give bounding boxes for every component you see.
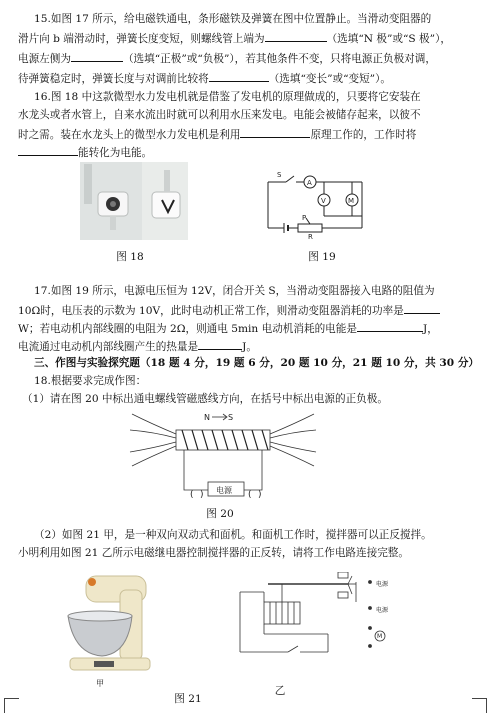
fig19-label-r: R [308,233,313,240]
q17-text-3a: W；若电动机内部线圈的电阻为 2Ω，则通电 5min 电动机消耗的电能是 [18,323,357,335]
q16-line-3 [18,126,478,142]
q17-line-3 [18,320,478,336]
fig19-circuit [262,168,370,240]
q16-blank-2[interactable] [18,144,78,156]
q15-line-4 [18,70,478,86]
q15-text-4a: 待弹簧稳定时，弹簧长度与对调前比较将 [18,73,209,85]
q16-line-2: 水龙头或者水管上，自来水流出时就可以利用水压来发电。电能会被储存起来，以彼不 [18,109,421,121]
q15-text-2b: （选填“N 极”或“S 极”）， [326,33,451,45]
q17-line-4 [18,338,478,354]
q18-part2-line-1: （2）如图 21 甲，是一种双向双动式和面机。和面机工作时，搅拌器可以正反搅拌。 [34,529,432,541]
corner-mark-right [472,698,487,713]
q15-blank-2[interactable] [71,50,123,62]
q16-blank-1[interactable] [240,126,310,138]
q16-text-3a: 时之需。装在水龙头上的微型水力发电机是利用 [18,129,241,141]
fig21-power-label-mid: 电源 [376,607,389,614]
q15-text-2a: 滑片向 b 端滑动时，弹簧长度变短，则螺线管上端为 [18,33,265,45]
fig21-mixer-photo [62,570,154,680]
svg-text:): ) [200,490,204,500]
svg-text:(: ( [190,490,194,500]
q15-blank-3[interactable] [209,70,269,82]
q17-text-2a: 10Ω时，电压表的示数为 10V，此时电动机正常工作，则滑动变阻器消耗的功率是 [18,305,404,317]
q16-text-3b: 原理工作的，工作时将 [310,129,417,141]
q15-line-3 [18,50,478,66]
fig20-caption: 图 20 [206,508,234,520]
fig20-label-s: S [228,413,234,422]
q16-line-4 [18,144,478,160]
svg-text:): ) [258,490,262,500]
fig21-relay-circuit [228,572,400,672]
fig20-solenoid [128,410,318,502]
fig21-power-label-top: 电源 [376,581,389,588]
q17-text-3b: J， [422,323,438,335]
fig20-label-n: N [204,413,210,422]
fig18-caption: 图 18 [116,251,144,263]
q15-line-1: 15.如图 17 所示，给电磁铁通电，条形磁铁及弹簧在图中位置静止。当滑动变阻器的 [34,13,432,25]
fig19-label-p: P [302,214,307,222]
fig18-photo [80,162,188,240]
q17-blank-2[interactable] [357,320,423,332]
svg-text:(: ( [248,490,252,500]
fig21-label-yi: 乙 [274,685,286,697]
q16-text-4b: 能转化为电能。 [78,147,153,159]
q15-text-3b: （选填“正极”或“负极”），若其他条件不变，只将电源正负极对调， [122,53,436,65]
q15-text-3a: 电源左侧为 [18,53,71,65]
fig19-label-m: M [348,197,355,205]
q18-intro: 18.根据要求完成作图： [34,375,147,387]
q18-part2-line-2: 小明利用如图 21 乙所示电磁继电器控制搅拌器的正反转，请将工作电路连接完整。 [18,547,409,559]
q18-part1: （1）请在图 20 中标出通电螺线管磁感线方向，在括号中标出电源的正负极。 [22,393,388,405]
svg-text:M: M [377,633,383,640]
q15-blank-1[interactable] [265,30,327,42]
q15-line-2 [18,30,478,46]
fig21-label-jia: 甲 [96,679,104,688]
fig21-caption: 图 21 [174,693,202,705]
q17-blank-3[interactable] [198,338,242,350]
q16-line-1: 16.图 18 中这款微型水力发电机就是借鉴了发电机的原理做成的，只要将它安装在 [34,91,421,103]
q17-text-4b: J。 [242,341,257,353]
fig19-label-a: A [307,179,312,187]
corner-mark-left [4,698,19,713]
fig19-label-s: S [277,171,282,179]
fig20-power-label: 电源 [216,486,232,495]
q17-blank-1[interactable] [404,302,440,314]
section3-title: 三、作图与实验探究题（18 题 4 分，19 题 6 分，20 题 10 分，21 题 10 分，共 30 分） [34,357,480,369]
q17-line-2 [18,302,478,318]
q17-text-4a: 电流通过电动机内部线圈产生的热量是 [18,341,199,353]
q17-line-1: 17.如图 19 所示，电源电压恒为 12V，闭合开关 S，当滑动变阻器接入电路的阻值为 [34,285,435,297]
fig19-label-v: V [321,197,326,205]
fig19-caption: 图 19 [308,251,336,263]
q15-text-4b: （选填“变长”或“变短”）。 [268,73,391,85]
